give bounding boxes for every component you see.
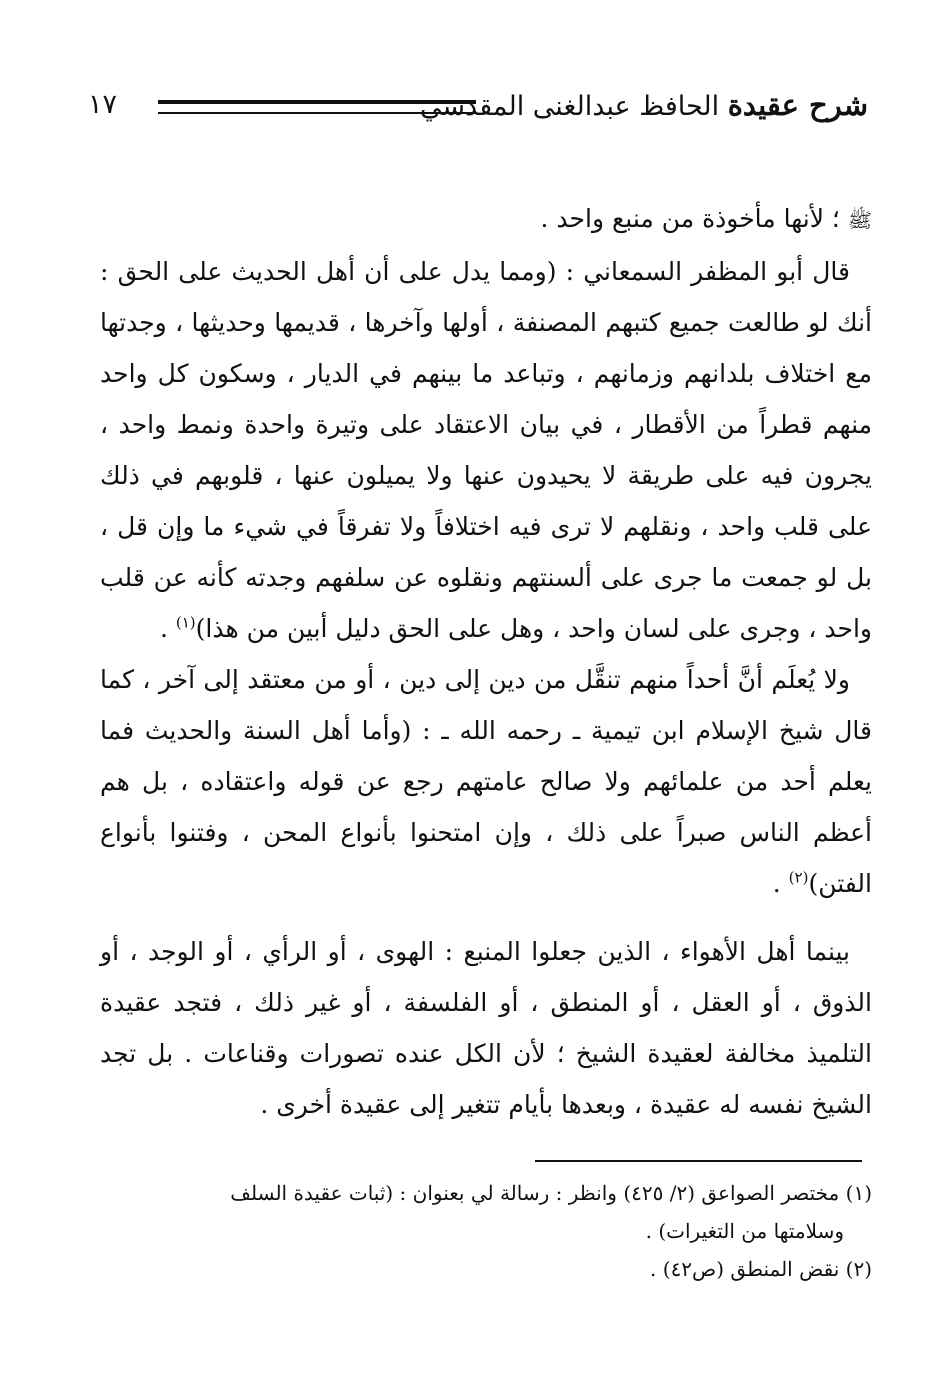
footnote-2 bbox=[100, 1250, 872, 1288]
header-title-bold: شرح عقيدة bbox=[727, 88, 868, 122]
footnote-1 bbox=[100, 1174, 872, 1212]
footnote-1-line-2: وسلامتها من التغيرات) . bbox=[645, 1219, 844, 1243]
header-title bbox=[420, 80, 868, 132]
footnote-1-continuation bbox=[100, 1212, 872, 1250]
footnote-rule bbox=[535, 1160, 862, 1162]
footnote-ref-1[interactable]: (١) bbox=[175, 613, 196, 632]
paragraph-1-text: ؛ لأنها مأخوذة من منبع واحد . bbox=[540, 204, 840, 233]
page-number: ١٧ bbox=[88, 89, 118, 120]
paragraph-4 bbox=[100, 926, 872, 1130]
footnote-1-line-1: (١) مختصر الصواعق (٢/ ٤٢٥) وانظر : رسالة لي بعنوان : (ثبات عقيدة السلف bbox=[230, 1181, 872, 1205]
paragraph-3-text: ولا يُعلَم أنَّ أحداً منهم تنقَّل من دين إلى دين ، أو من معتقد إلى آخر ، كما قال شيخ الإسلام ابن تيمية ـ رحمه الله ـ : (وأما أهل السنة والحديث فما يعلم أحد من علمائهم ولا صالح عامتهم رجع عن قوله واعتقاده ، بل هم أعظم الناس صبراً على ذلك ، وإن امتحنوا بأنواع المحن ، وفتنوا بأنواع الفتن) bbox=[100, 665, 872, 898]
running-header bbox=[88, 80, 868, 130]
header-title-rest: الحافظ عبدالغنى المقدسي bbox=[419, 91, 720, 122]
paragraph-1 bbox=[100, 193, 872, 246]
paragraph-4-text: بينما أهل الأهواء ، الذين جعلوا المنبع : الهوى ، أو الرأي ، أو الوجد ، أو الذوق ، أو العقل ، أو المنطق ، أو الفلسفة ، أو غير ذلك ، فتجد عقيدة التلميذ مخالفة لعقيدة الشيخ ؛ لأن الكل عنده تصورات وقناعات . بل تجد الشيخ نفسه له عقيدة ، وبعدها بأيام تتغير إلى عقيدة أخرى . bbox=[100, 937, 872, 1119]
salawat-glyph: ﷺ bbox=[847, 208, 872, 232]
footnote-2-text: (٢) نقض المنطق (ص٤٢) . bbox=[650, 1257, 872, 1281]
paragraph-3 bbox=[100, 654, 872, 909]
paragraph-2 bbox=[100, 246, 872, 654]
header-rule bbox=[158, 100, 476, 114]
paragraph-2-text: قال أبو المظفر السمعاني : (ومما يدل على أن أهل الحديث على الحق : أنك لو طالعت جميع كتبهم المصنفة ، أولها وآخرها ، قديمها وحديثها ، وجدتها مع اختلاف بلدانهم وزمانهم ، وتباعد ما بينهم في الديار ، وسكون كل واحد منهم قطراً من الأقطار ، في بيان الاعتقاد على وتيرة واحدة ونمط واحد ، يجرون فيه على طريقة لا يحيدون عنها ولا يميلون عنها ، قلوبهم في ذلك على قلب واحد ، ونقلهم لا ترى فيه اختلافاً ولا تفرقاً في شيء ما وإن قل ، بل لو جمعت ما جرى على ألسنتهم ونقلوه عن سلفهم وجدته كأنه عن قلب واحد ، وجرى على لسان واحد ، وهل على الحق دليل أبين من هذا) bbox=[100, 257, 873, 643]
footnote-ref-2[interactable]: (٢) bbox=[788, 868, 809, 887]
paragraph-2-end: . bbox=[159, 614, 176, 643]
footnotes bbox=[100, 1174, 872, 1288]
paragraph-3-end: . bbox=[772, 869, 789, 898]
body-text bbox=[100, 193, 872, 1130]
